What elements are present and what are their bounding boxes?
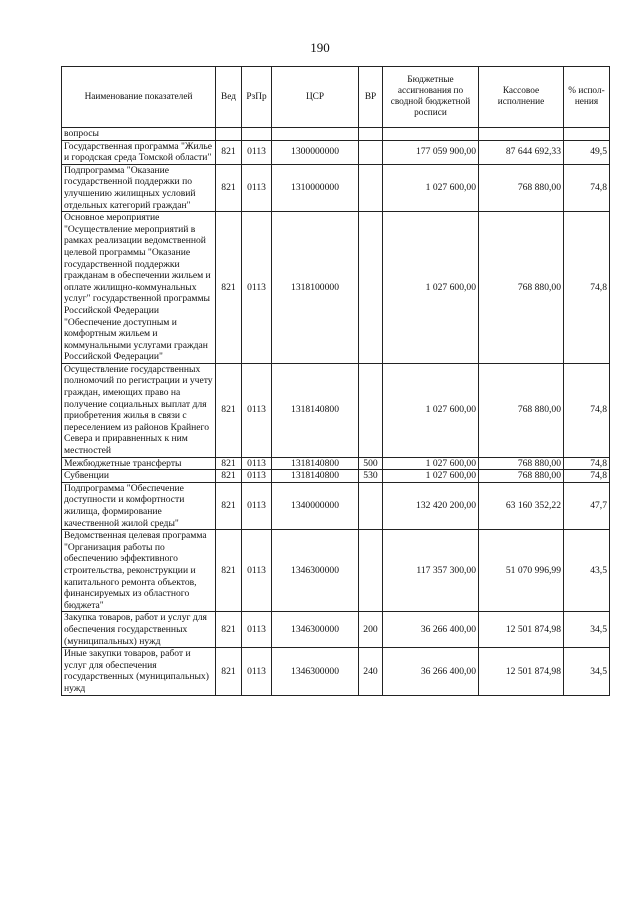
cell-cash: 768 880,00: [479, 164, 564, 211]
cell-csr: 1318140800: [272, 470, 359, 483]
header-ved: Вед: [216, 67, 242, 128]
header-budget: Бюджетные ассигнования по сводной бюджетной росписи: [383, 67, 479, 128]
cell-ved: 821: [216, 530, 242, 612]
table-row: [62, 457, 610, 470]
cell-budget: 1 027 600,00: [383, 457, 479, 470]
cell-vr: 200: [359, 612, 383, 648]
cell-percent: 74,8: [564, 457, 610, 470]
cell-vr: [359, 363, 383, 457]
cell-csr: [272, 128, 359, 141]
cell-rzpr: 0113: [242, 363, 272, 457]
table-row: [62, 470, 610, 483]
cell-budget: 117 357 300,00: [383, 530, 479, 612]
cell-cash: 768 880,00: [479, 470, 564, 483]
cell-vr: [359, 482, 383, 529]
cell-name: вопросы: [62, 128, 216, 141]
table-row: [62, 140, 610, 164]
page-number: 190: [310, 40, 330, 55]
cell-cash: 63 160 352,22: [479, 482, 564, 529]
cell-name: Ведомственная целевая программа "Организация работы по обеспечению эффективного строительства, реконструкции и капитального ремонта объектов, финансируемых из областного бюджета": [62, 530, 216, 612]
cell-rzpr: 0113: [242, 140, 272, 164]
cell-cash: 768 880,00: [479, 212, 564, 364]
cell-cash: 87 644 692,33: [479, 140, 564, 164]
cell-rzpr: 0113: [242, 457, 272, 470]
cell-cash: 768 880,00: [479, 363, 564, 457]
cell-csr: 1318140800: [272, 457, 359, 470]
cell-name: Межбюджетные трансферты: [62, 457, 216, 470]
cell-csr: 1346300000: [272, 612, 359, 648]
cell-name: Субвенции: [62, 470, 216, 483]
cell-csr: 1318100000: [272, 212, 359, 364]
table-row: [62, 482, 610, 529]
cell-ved: 821: [216, 648, 242, 695]
header-cash: Кассовое исполнение: [479, 67, 564, 128]
cell-cash: 12 501 874,98: [479, 648, 564, 695]
cell-cash: 12 501 874,98: [479, 612, 564, 648]
cell-ved: 821: [216, 470, 242, 483]
table-row: [62, 530, 610, 612]
header-csr: ЦСР: [272, 67, 359, 128]
table-header-row: [62, 67, 610, 128]
cell-rzpr: 0113: [242, 612, 272, 648]
cell-rzpr: 0113: [242, 470, 272, 483]
table-row: [62, 128, 610, 141]
table-row: [62, 648, 610, 695]
cell-percent: 74,8: [564, 164, 610, 211]
cell-csr: 1346300000: [272, 648, 359, 695]
cell-csr: 1340000000: [272, 482, 359, 529]
cell-budget: 132 420 200,00: [383, 482, 479, 529]
cell-vr: [359, 128, 383, 141]
cell-percent: 74,8: [564, 363, 610, 457]
cell-ved: [216, 128, 242, 141]
cell-name: Основное мероприятие "Осуществление мероприятий в рамках реализации ведомственной целевой программы "Оказание государственной поддержки гражданам в обеспечении жильем и оплате жилищно-коммунальных услуг" государственной программы Российской Федерации "Обеспечение доступным и комфортным жильем и коммунальными услугами граждан Российской Федерации": [62, 212, 216, 364]
cell-csr: 1310000000: [272, 164, 359, 211]
cell-ved: 821: [216, 164, 242, 211]
cell-percent: [564, 128, 610, 141]
cell-budget: 36 266 400,00: [383, 648, 479, 695]
cell-ved: 821: [216, 140, 242, 164]
table-row: [62, 164, 610, 211]
cell-name: Подпрограмма "Оказание государственной поддержки по улучшению жилищных условий отдельных категорий граждан": [62, 164, 216, 211]
cell-percent: 34,5: [564, 612, 610, 648]
cell-csr: 1346300000: [272, 530, 359, 612]
cell-budget: [383, 128, 479, 141]
cell-rzpr: 0113: [242, 212, 272, 364]
cell-percent: 74,8: [564, 212, 610, 364]
cell-budget: 1 027 600,00: [383, 164, 479, 211]
cell-name: Осуществление государственных полномочий по регистрации и учету граждан, имеющих право на получение социальных выплат для приобретения жилья в связи с переселением из районов Крайнего Севера и приравненных к ним местностей: [62, 363, 216, 457]
cell-budget: 1 027 600,00: [383, 363, 479, 457]
header-rzpr: РзПр: [242, 67, 272, 128]
header-vr: ВР: [359, 67, 383, 128]
cell-ved: 821: [216, 482, 242, 529]
cell-vr: [359, 140, 383, 164]
cell-vr: 240: [359, 648, 383, 695]
cell-rzpr: 0113: [242, 530, 272, 612]
cell-csr: 1318140800: [272, 363, 359, 457]
cell-budget: 1 027 600,00: [383, 470, 479, 483]
cell-name: Подпрограмма "Обеспечение доступности и комфортности жилища, формирование качественной жилой среды": [62, 482, 216, 529]
cell-budget: 177 059 900,00: [383, 140, 479, 164]
table-row: [62, 363, 610, 457]
cell-rzpr: 0113: [242, 482, 272, 529]
cell-percent: 47,7: [564, 482, 610, 529]
cell-rzpr: 0113: [242, 648, 272, 695]
header-percent: % испол-нения: [564, 67, 610, 128]
cell-ved: 821: [216, 457, 242, 470]
cell-vr: 530: [359, 470, 383, 483]
header-name: Наименование показателей: [62, 67, 216, 128]
cell-ved: 821: [216, 363, 242, 457]
cell-name: Государственная программа "Жилье и городская среда Томской области": [62, 140, 216, 164]
cell-cash: 768 880,00: [479, 457, 564, 470]
cell-rzpr: 0113: [242, 164, 272, 211]
cell-rzpr: [242, 128, 272, 141]
cell-ved: 821: [216, 612, 242, 648]
cell-ved: 821: [216, 212, 242, 364]
table-row: [62, 212, 610, 364]
cell-cash: 51 070 996,99: [479, 530, 564, 612]
cell-cash: [479, 128, 564, 141]
cell-name: Иные закупки товаров, работ и услуг для обеспечения государственных (муниципальных) нужд: [62, 648, 216, 695]
cell-budget: 1 027 600,00: [383, 212, 479, 364]
cell-csr: 1300000000: [272, 140, 359, 164]
cell-vr: [359, 530, 383, 612]
budget-table: [61, 66, 610, 696]
cell-percent: 34,5: [564, 648, 610, 695]
cell-budget: 36 266 400,00: [383, 612, 479, 648]
cell-percent: 49,5: [564, 140, 610, 164]
table-row: [62, 612, 610, 648]
cell-vr: [359, 164, 383, 211]
cell-percent: 74,8: [564, 470, 610, 483]
cell-vr: [359, 212, 383, 364]
cell-vr: 500: [359, 457, 383, 470]
cell-name: Закупка товаров, работ и услуг для обеспечения государственных (муниципальных) нужд: [62, 612, 216, 648]
cell-percent: 43,5: [564, 530, 610, 612]
